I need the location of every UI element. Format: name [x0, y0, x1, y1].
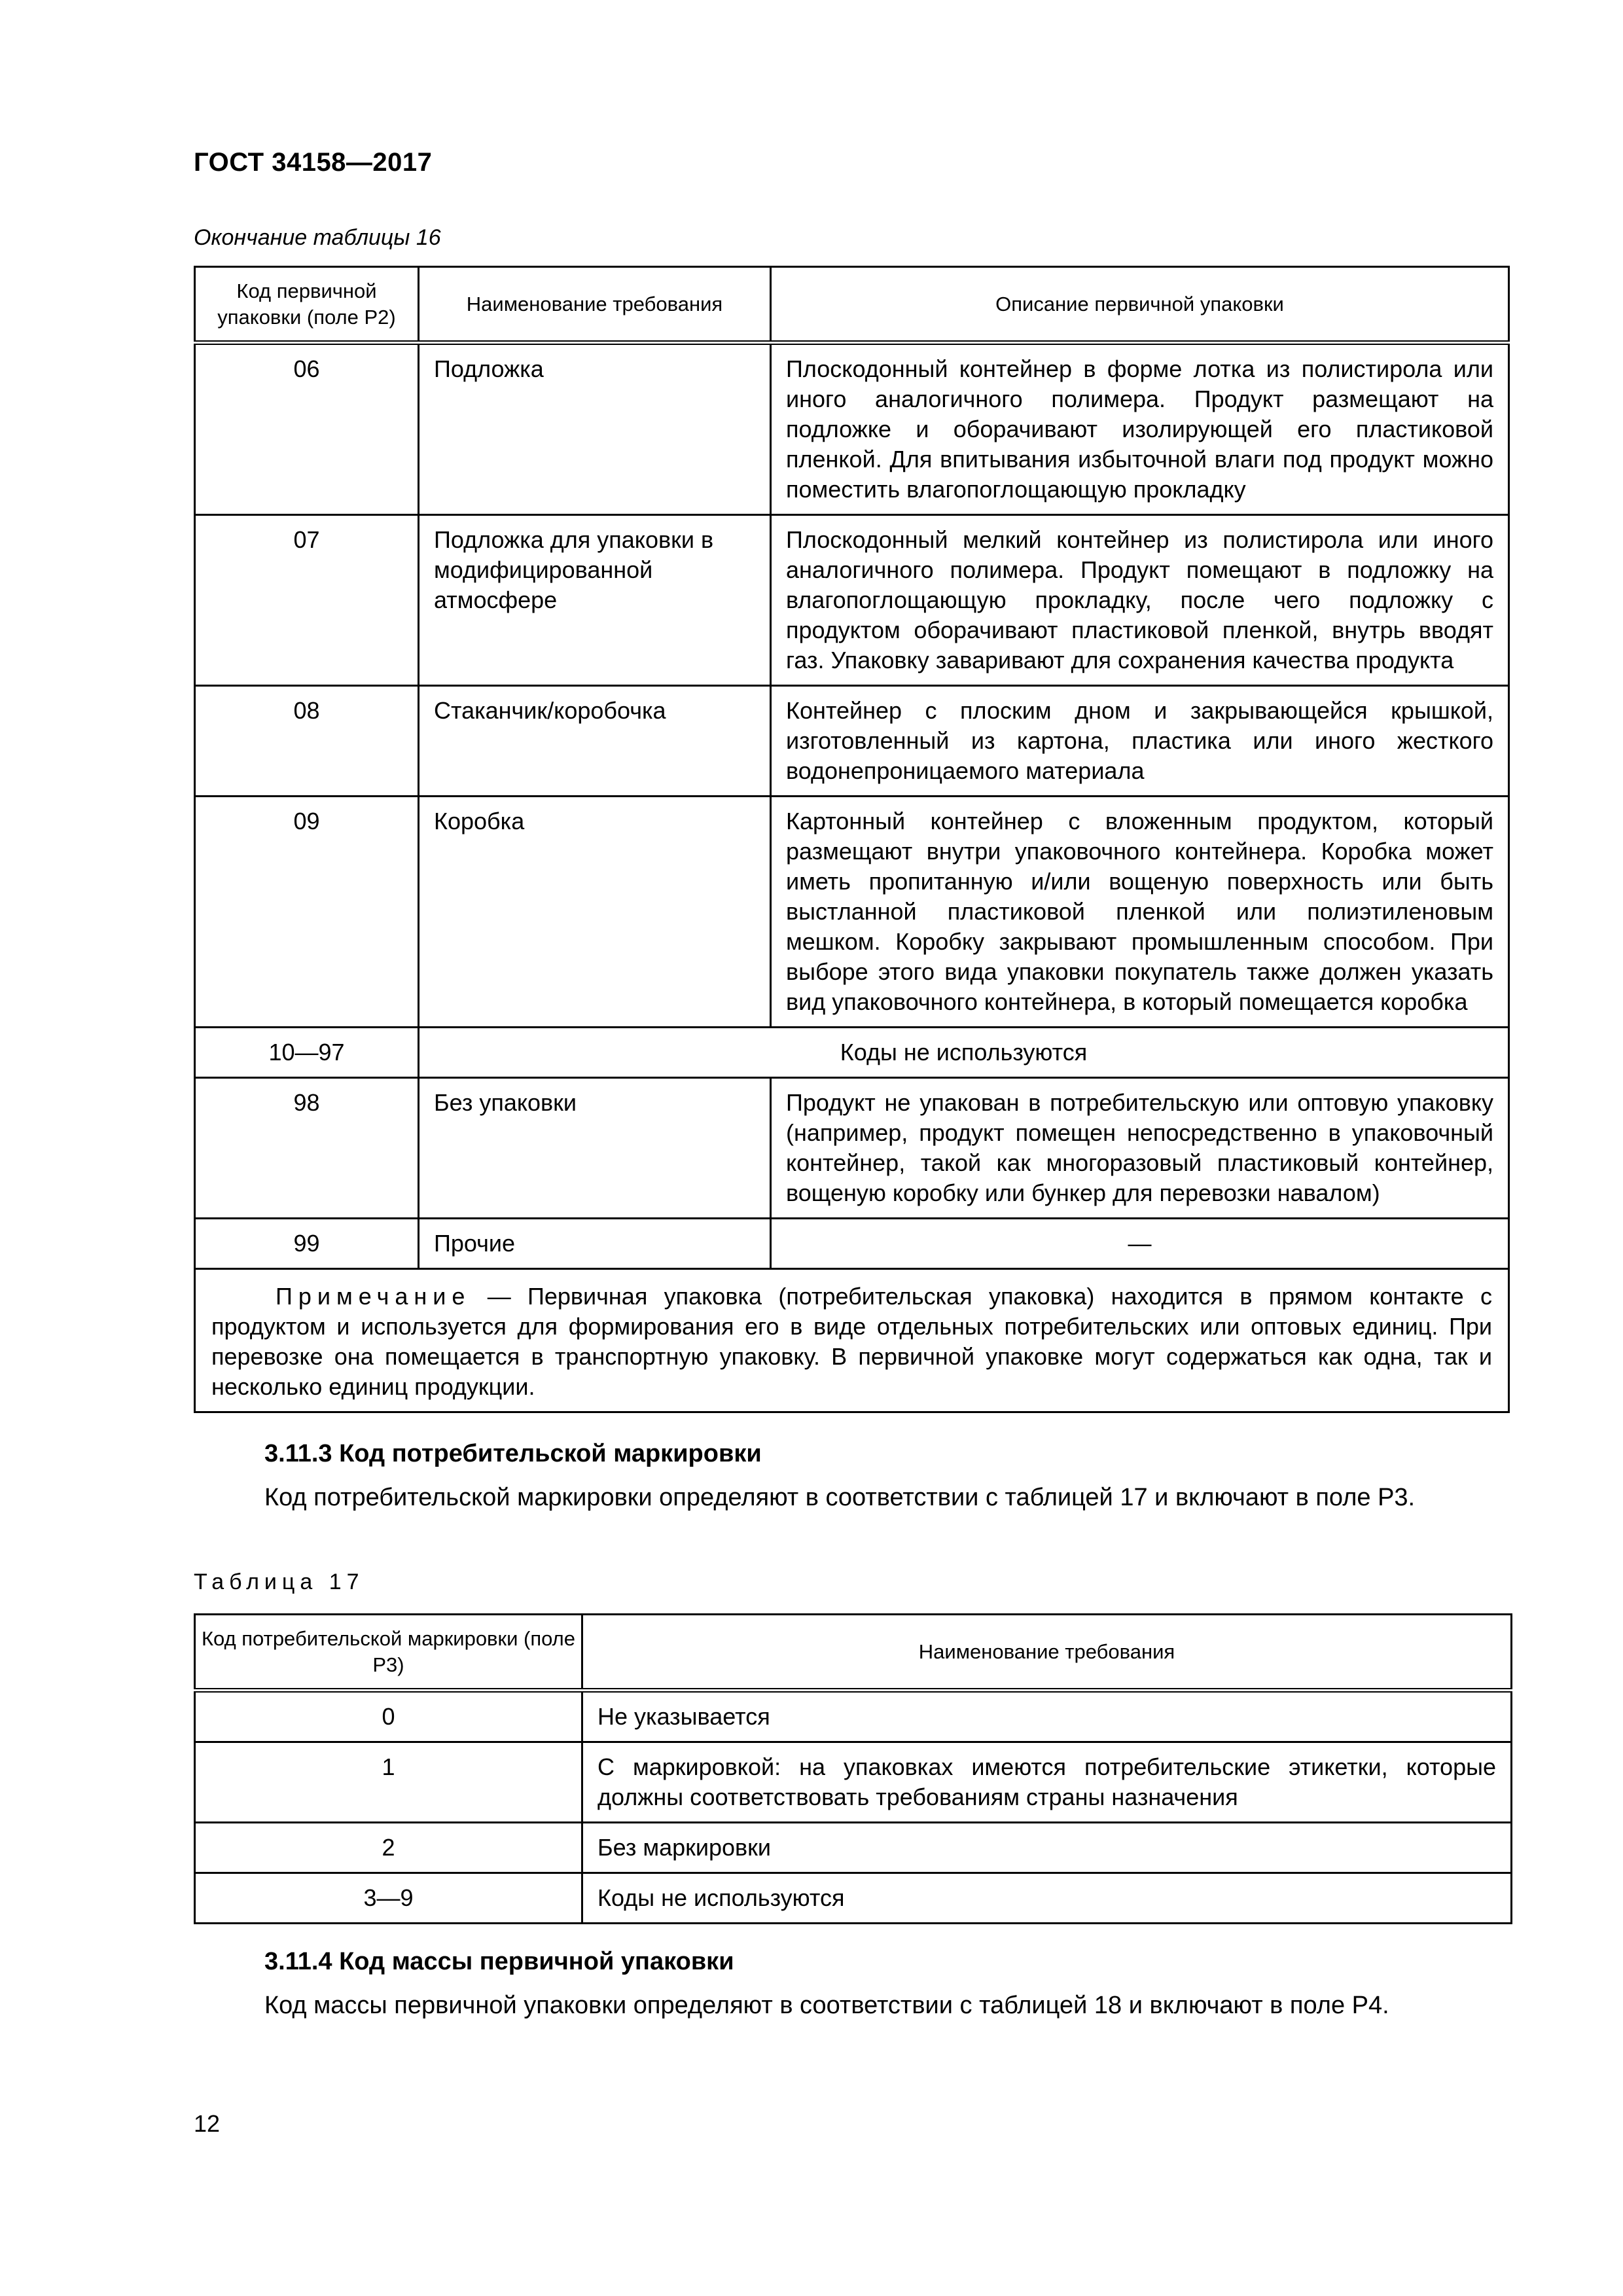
table-row: [195, 1078, 1509, 1219]
row-desc: Контейнер с плоским дном и закрывающейся крышкой, изготовленный из картона, пластика или иного жесткого водонепроницаемого материала: [771, 686, 1509, 797]
table17-header-code: Код потребительской маркировки (поле Р3): [195, 1615, 582, 1691]
table-row: [195, 1742, 1512, 1823]
row-desc: Продукт не упакован в потребительскую или оптовую упаковку (например, продукт помещен непосредственно в упаковочный контейнер, такой как многоразовый пластиковый контейнер, вощеную коробку или бункер для перевозки навалом): [771, 1078, 1509, 1219]
table16-header-name: Наименование требования: [419, 267, 771, 343]
table16-header-desc: Описание первичной упаковки: [771, 267, 1509, 343]
row-name: Коробка: [419, 797, 771, 1028]
row-name: Коды не используются: [582, 1873, 1512, 1924]
standard-header: ГОСТ 34158—2017: [194, 148, 433, 177]
table-row: [195, 1873, 1512, 1924]
section-title-3-11-4: 3.11.4 Код массы первичной упаковки: [264, 1948, 734, 1975]
table-17: [194, 1613, 1512, 1924]
row-desc: Картонный контейнер с вложенным продуктом, который размещают внутри упаковочного контейнера. Коробка может иметь пропитанную и/или вощеную поверхность или быть выстланной пластиковой пленкой или полиэтиленовым мешком. Коробку закрывают промышленным способом. При выборе этого вида упаковки покупатель также должен указать вид упаковочного контейнера, в который помещается коробка: [771, 797, 1509, 1028]
row-desc: Плоскодонный контейнер в форме лотка из полистирола или иного аналогичного полимера. Продукт размещают на подложке и оборачивают изолирующей его пластиковой пленкой. Для впитывания избыточной влаги под продукт можно поместить влагопоглощающую прокладку: [771, 343, 1509, 515]
row-code: 3—9: [195, 1873, 582, 1924]
row-code: 2: [195, 1823, 582, 1873]
section-title-3-11-3: 3.11.3 Код потребительской маркировки: [264, 1440, 762, 1467]
row-code: 07: [195, 515, 419, 686]
row-code: 98: [195, 1078, 419, 1219]
row-code: 0: [195, 1691, 582, 1742]
table-note-row: [195, 1269, 1509, 1412]
row-name: С маркировкой: на упаковках имеются потребительские этикетки, которые должны соответствовать требованиям страны назначения: [582, 1742, 1512, 1823]
row-code: 1: [195, 1742, 582, 1823]
row-code: 08: [195, 686, 419, 797]
section-text-3-11-3: Код потребительской маркировки определяют в соответствии с таблицей 17 и включают в поле Р3.: [264, 1484, 1416, 1511]
table-row: [195, 343, 1509, 515]
table-row: [195, 1691, 1512, 1742]
table16-note: [195, 1269, 1509, 1412]
table16-caption: Окончание таблицы 16: [194, 225, 441, 250]
row-name: Подложка: [419, 343, 771, 515]
table-row: [195, 1219, 1509, 1269]
table-row: [195, 686, 1509, 797]
row-name: Прочие: [419, 1219, 771, 1269]
row-desc: Плоскодонный мелкий контейнер из полистирола или иного аналогичного полимера. Продукт помещают в подложку на влагопоглощающую прокладку, после чего подложку с продуктом оборачивают пластиковой пленкой, внутрь вводят газ. Упаковку заваривают для сохранения качества продукта: [771, 515, 1509, 686]
row-desc: —: [771, 1219, 1509, 1269]
table-row: [195, 797, 1509, 1028]
row-name: Без маркировки: [582, 1823, 1512, 1873]
row-name: Подложка для упаковки в модифицированной атмосфере: [419, 515, 771, 686]
table17-caption: Таблица 17: [194, 1570, 365, 1594]
table-16: [194, 266, 1510, 1413]
section-text-3-11-4: Код массы первичной упаковки определяют в соответствии с таблицей 18 и включают в поле Р4.: [264, 1992, 1389, 2019]
row-name: Без упаковки: [419, 1078, 771, 1219]
note-label: Примечание: [276, 1283, 471, 1310]
table-row: [195, 1823, 1512, 1873]
table-row: [195, 515, 1509, 686]
table-row: [195, 1028, 1509, 1078]
row-merged-note: Коды не используются: [419, 1028, 1509, 1078]
row-name: Стаканчик/коробочка: [419, 686, 771, 797]
table16-header-code: Код первичной упаковки (поле Р2): [195, 267, 419, 343]
row-code: 10—97: [195, 1028, 419, 1078]
row-code: 09: [195, 797, 419, 1028]
row-name: Не указывается: [582, 1691, 1512, 1742]
table17-header-name: Наименование требования: [582, 1615, 1512, 1691]
row-code: 99: [195, 1219, 419, 1269]
note-text: — Первичная упаковка (потребительская упаковка) находится в прямом контакте с продуктом и используется для формирования его в виде отдельных потребительских или оптовых единиц. При перевозке она помещается в транспортную упаковку. В первичной упаковке могут содержаться как одна, так и несколько единиц продукции.: [211, 1283, 1492, 1400]
page-number: 12: [194, 2110, 221, 2137]
row-code: 06: [195, 343, 419, 515]
